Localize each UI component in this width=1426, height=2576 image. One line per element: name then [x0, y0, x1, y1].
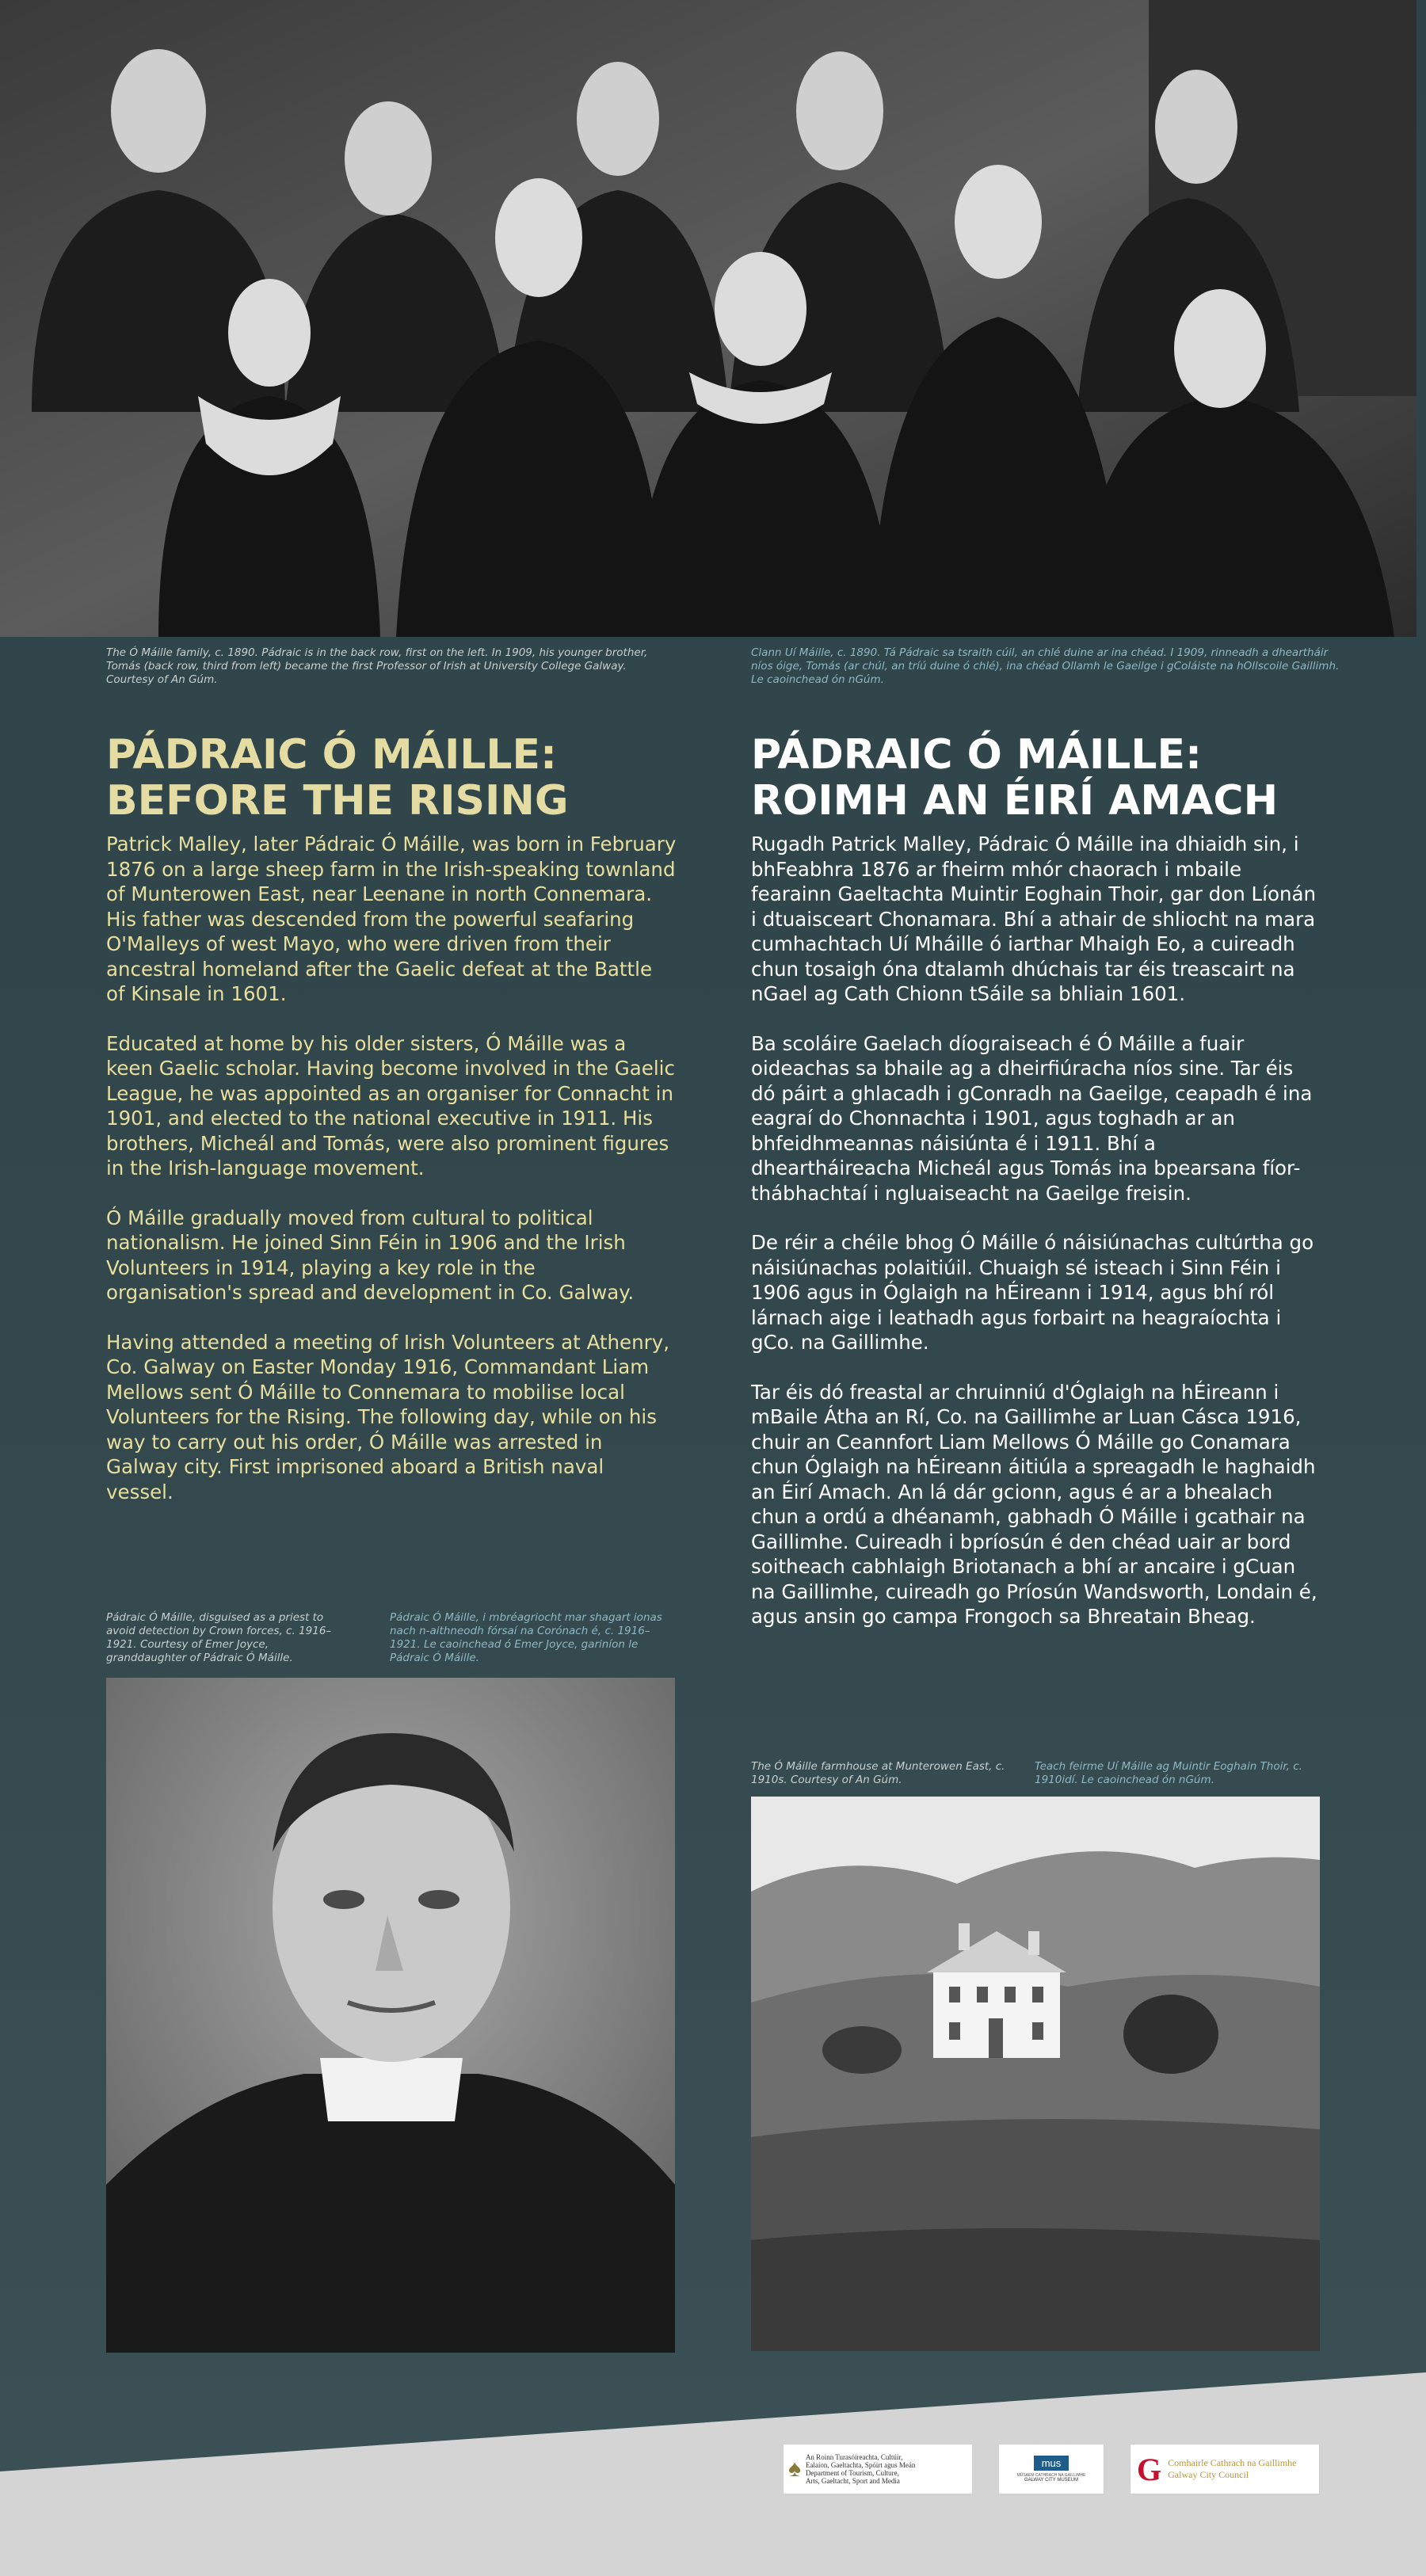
- department-logo-line: Arts, Gaeltacht, Sport and Media: [805, 2477, 900, 2485]
- english-paragraph: Ó Máille gradually moved from cultural to political nationalism. He joined Sinn Féin in 1906 and the Irish Volunteers in 1914, playing a key role in the organisation's spread and development in Co. Galway.: [106, 1206, 635, 1304]
- museum-logo-mark: mus: [1034, 2456, 1070, 2471]
- english-paragraph: Educated at home by his older sisters, Ó Máille was a keen Gaelic scholar. Having become involved in the Gaelic League, he was appointed as an organiser for Connacht in 1901, and elected to the national executive in 1911. His brothers, Micheál and Tomás, were also prominent figures in the Irish-language movement.: [106, 1031, 675, 1179]
- council-name-irish: Comhairle Cathrach na Gaillimhe: [1168, 2457, 1297, 2468]
- museum-logo-irish: MÚSAEM CATHRACH NA GAILLIMHE: [1016, 2473, 1086, 2478]
- department-logo-text: [806, 2453, 915, 2485]
- council-name-english: Galway City Council: [1168, 2469, 1249, 2480]
- english-title: [106, 732, 708, 824]
- english-paragraph: Having attended a meeting of Irish Volunteers at Athenry, Co. Galway on Easter Monday 1916, Commandant Liam Mellows sent Ó Máille to Connemara to mobilise local Volunteers for the Rising. The following day, while on his way to carry out his order, Ó Máille was arrested in Galway city. First imprisoned aboard a British naval vessel.: [106, 1330, 670, 1503]
- irish-paragraph: Ba scoláire Gaelach díograiseach é Ó Máille a fuair oideachas sa bhaile ag a dheirfiúracha níos sine. Tar éis dó páirt a ghlacadh i gConradh na Gaeilge, ceapadh é ina eagraí do Chonnachta i 1901, agus toghadh ar an bhfeidhmeannas náisiúnta é i 1911. Bhí a dheartháireacha Micheál agus Tomás ina bpearsana fíor-thábhachtaí i ngluaiseacht na Gaeilge freisin.: [751, 1031, 1313, 1205]
- irish-paragraph: Rugadh Patrick Malley, Pádraic Ó Máille ina dhiaidh sin, i bhFeabhra 1876 ar fheirm mhór chaorach i mbaile fearainn Gaeltachta Muintir Eoghain Thoir, gar don Líonán i dtuaisceart Chonamara. Bhí a athair de shliocht na mara cumhachtach Uí Mháille ó iarthar Mhaigh Eo, a cuireadh chun tosaigh óna dtalamh dhúchais tar éis treascairt na nGael ag Cath Chionn tSáile sa bhliain 1601.: [751, 833, 1317, 1005]
- department-logo-line: Department of Tourism, Culture,: [805, 2469, 899, 2477]
- farmhouse-photo: [751, 1797, 1320, 2351]
- english-paragraph: Patrick Malley, later Pádraic Ó Máille, was born in February 1876 on a large sheep farm in the Irish-speaking townland of Munterowen East, near Leenane in north Connemara. His father was descended from the powerful seafaring O'Malleys of west Mayo, who were driven from their ancestral homeland after the Gaelic defeat at the Battle of Kinsale in 1601.: [106, 833, 677, 1005]
- irish-title-line2: ROIMH AN ÉIRÍ AMACH: [751, 777, 1279, 825]
- farm-caption-en: The Ó Máille farmhouse at Munterowen East, c. 1910s. Courtesy of An Gúm.: [751, 1760, 1005, 1786]
- department-logo-line: An Roinn Turasóireachta, Cultúir,: [805, 2453, 903, 2461]
- family-caption-en: The Ó Máille family, c. 1890. Pádraic is in the back row, first on the left. In 1909, his younger brother, Tomás (back row, third from left) became the first Professor of Irish at University College Galway. Courtesy of An Gúm.: [106, 646, 648, 686]
- priest-caption-en: Pádraic Ó Máille, disguised as a priest to avoid detection by Crown forces, c. 1916–1921. Courtesy of Emer Joyce, granddaughter of Pádraic Ó Máille.: [106, 1611, 332, 1664]
- english-title-line2: BEFORE THE RISING: [106, 777, 569, 825]
- english-title-line1: PÁDRAIC Ó MÁILLE:: [106, 731, 557, 779]
- priest-caption-ga: Pádraic Ó Máille, i mbréagriocht mar shagart ionas nach n-aithneodh fórsaí na Corónach é, c. 1916–1921. Le caoinchead ó Emer Joyce, gariníon le Pádraic Ó Máille.: [390, 1611, 662, 1664]
- irish-paragraph: De réir a chéile bhog Ó Máille ó náisiúnachas cultúrtha go náisiúnachas polaitiúil. Chuaigh sé isteach i Sinn Féin i 1906 agus in Óglaigh na hÉireann i 1914, agus bhí ról lárnach aige i leathadh agus forbairt na heagraíochta i gCo. na Gaillimhe.: [751, 1231, 1314, 1354]
- family-photo: [0, 0, 1416, 637]
- department-logo-line: Ealaíon, Gaeltachta, Spóirt agus Meán: [805, 2461, 916, 2469]
- priest-portrait-photo: [106, 1678, 675, 2353]
- council-logo-text: [1168, 2457, 1296, 2481]
- irish-body: [751, 832, 1321, 1654]
- irish-paragraph: Tar éis dó freastal ar chruinniú d'Óglaigh na hÉireann i mBaile Átha an Rí, Co. na Gaillimhe ar Luan Cásca 1916, chuir an Ceannfort Liam Mellows Ó Máille go Conamara chun Óglaigh na hÉireann áitiúla a spreagadh le haghaidh an Éirí Amach. An lá dár gcionn, agus é ar a bhealach chun a ordú a dhéanamh, gabhadh Ó Máille i gcathair na Gaillimhe. Cuireadh i bpríosún é den chéad uair ar bord soitheach cabhlaigh Briotanach a bhí ar ancaire i gCuan na Gaillimhe, cuireadh go Príosún Wandsworth, Londain é, agus ansin go campa Frongoch sa Bhreatain Bheag.: [751, 1380, 1317, 1628]
- farm-caption-ga: Teach feirme Uí Máille ag Muintir Eoghain Thoir, c. 1910idí. Le caoinchead ón nGúm.: [1035, 1760, 1302, 1786]
- museum-logo-english: GALWAY CITY MUSEUM: [1024, 2478, 1078, 2483]
- museum-logo: [998, 2444, 1104, 2494]
- harp-icon: ♠: [788, 2456, 801, 2482]
- department-logo: [783, 2444, 973, 2494]
- irish-title-line1: PÁDRAIC Ó MÁILLE:: [751, 731, 1202, 779]
- english-body: [106, 832, 677, 1529]
- council-logo: [1130, 2444, 1320, 2494]
- family-caption-ga: Clann Uí Máille, c. 1890. Tá Pádraic sa tsraith cúil, an chlé duine ar ina chéad. I 1909, rinneadh a dheartháir níos óige, Tomás (ar chúl, an tríú duine ó chlé), ina chéad Ollamh le Gaeilge i gColáiste na hOllscoile Gaillimh. Le caoinchead ón nGúm.: [751, 646, 1340, 686]
- council-g-icon: G: [1137, 2451, 1162, 2487]
- irish-title: [751, 732, 1385, 824]
